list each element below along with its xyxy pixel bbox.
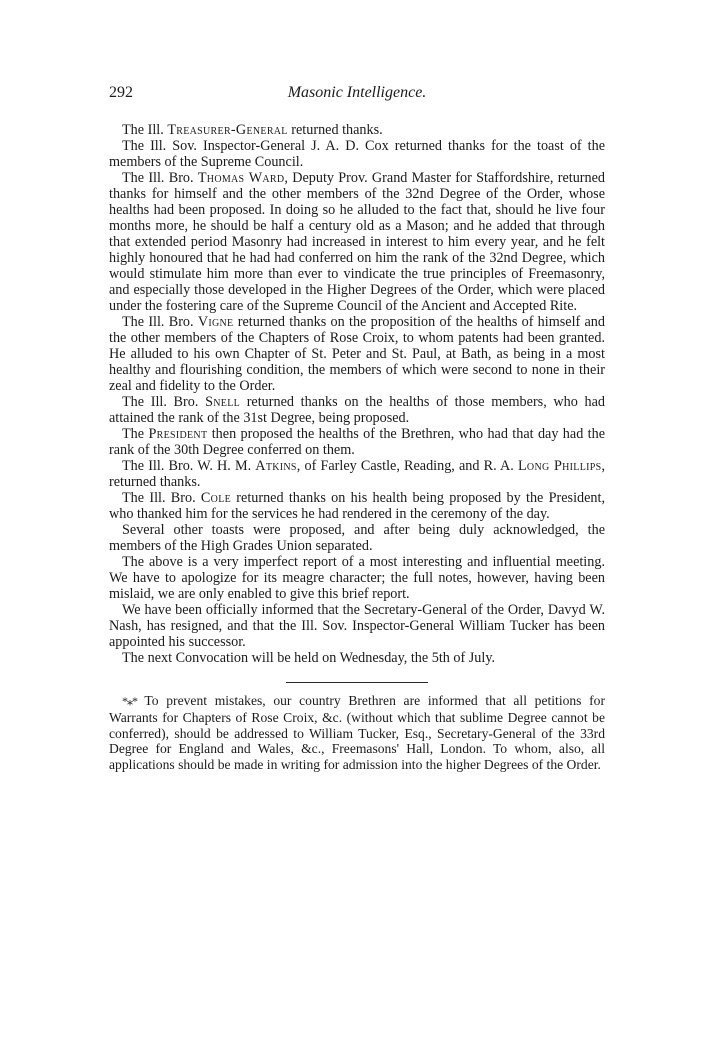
text-run: returned thanks on the healths of those members, who had attained the rank of the 31st Degree, being proposed. (109, 394, 606, 426)
small-caps-name: President (148, 426, 208, 442)
page-number: 292 (109, 84, 133, 101)
paragraph (109, 650, 605, 666)
text-run: returned thanks on his health being proposed by the President, who thanked him for the services he had rendered in the ceremony of the day. (109, 490, 605, 522)
paragraph (109, 394, 605, 426)
paragraph (109, 554, 605, 602)
text-run: returned thanks. (287, 122, 383, 138)
text-run: The Ill. Bro. (122, 314, 198, 330)
text-run: The next Convocation will be held on Wednesday, the 5th of July. (122, 650, 496, 666)
footnote (109, 693, 605, 773)
paragraph (109, 138, 605, 170)
small-caps-name: Treasurer-General (167, 122, 288, 138)
text-run: returned thanks on the proposition of the healths of himself and the other members of the Chapters of Rose Croix, to whom patents had been granted. He alluded to his own Chapter of St. Peter and St. Paul, at Bath, as being in a most healthy and flourishing condition, the members of which were second to none in their zeal and fidelity to the Order. (109, 314, 605, 394)
footnote-text: To prevent mistakes, our country Brethren are informed that all petitions for Warrants for Chapters of Rose Croix, &c. (without which that sublime Degree cannot be conferred), should be addressed to William Tucker, Esq., Secretary-General of the 33rd Degree for England and Wales, &c., Freemasons' Hall, London. To whom, also, all applications should be made in writing for admission into the higher Degrees of the Order. (109, 693, 605, 773)
paragraph (109, 426, 605, 458)
paragraph (109, 602, 605, 650)
text-run: The Ill. Bro. (122, 490, 201, 506)
paragraph (109, 458, 605, 490)
small-caps-name: Thomas Ward (197, 170, 285, 186)
text-run: The (122, 426, 149, 442)
text-run: The Ill. (122, 122, 168, 138)
page-header (109, 84, 605, 108)
small-caps-name: Long Phillips (517, 458, 602, 474)
running-title: Masonic Intelligence. (287, 84, 427, 101)
article-body (109, 122, 605, 666)
text-run: , Deputy Prov. Grand Master for Staffordshire, returned thanks for himself and the other members of the 32nd Degree of the Order, whose healths had been proposed. In doing so he alluded to the fact that, should he live four months more, he should be half a century old as a Mason; and he added that through that extended period Masonry had increased in interest to him every year, and he felt highly honoured that he had had conferred on him the rank of the 32nd Degree, which would stimulate him more than ever to vindicate the true principles of Freemasonry, and especially those developed in the Higher Degrees of the Order, which were placed under the fostering care of the Supreme Council of the Ancient and Accepted Rite. (109, 170, 605, 314)
text-run: , of Farley Castle, Reading, and R. A. (296, 458, 518, 474)
paragraph (109, 170, 605, 314)
paragraph (109, 314, 605, 394)
text-run: then proposed the healths of the Brethren, who had that day had the rank of the 30th Degree conferred on them. (109, 426, 605, 458)
text-run: The Ill. Bro. (122, 170, 198, 186)
text-run: Several other toasts were proposed, and after being duly acknowledged, the members of the High Grades Union separated. (109, 522, 605, 554)
paragraph (109, 122, 605, 138)
text-run: The above is a very imperfect report of a most interesting and influential meeting. We have to apologize for its meagre character; the full notes, however, having been mislaid, we are only enabled to give this brief report. (109, 554, 605, 602)
small-caps-name: Vigne (197, 314, 234, 330)
small-caps-name: Cole (200, 490, 232, 506)
asterism-mark: *⁎* (122, 694, 137, 708)
page (109, 84, 605, 773)
text-run: We have been officially informed that the Secretary-General of the Order, Davyd W. Nash, has resigned, and that the Ill. Sov. Inspector-General William Tucker has been appointed his successor. (109, 602, 605, 650)
text-run: The Ill. Bro. (122, 394, 206, 410)
paragraph (109, 490, 605, 522)
small-caps-name: Atkins (255, 458, 297, 474)
text-run: The Ill. Sov. Inspector-General J. A. D. Cox returned thanks for the toast of the members of the Supreme Council. (109, 138, 605, 170)
text-run: The Ill. Bro. W. H. M. (122, 458, 256, 474)
footnote-divider (286, 682, 428, 683)
small-caps-name: Snell (205, 394, 241, 410)
paragraph (109, 522, 605, 554)
text-run: , returned thanks. (109, 458, 606, 490)
